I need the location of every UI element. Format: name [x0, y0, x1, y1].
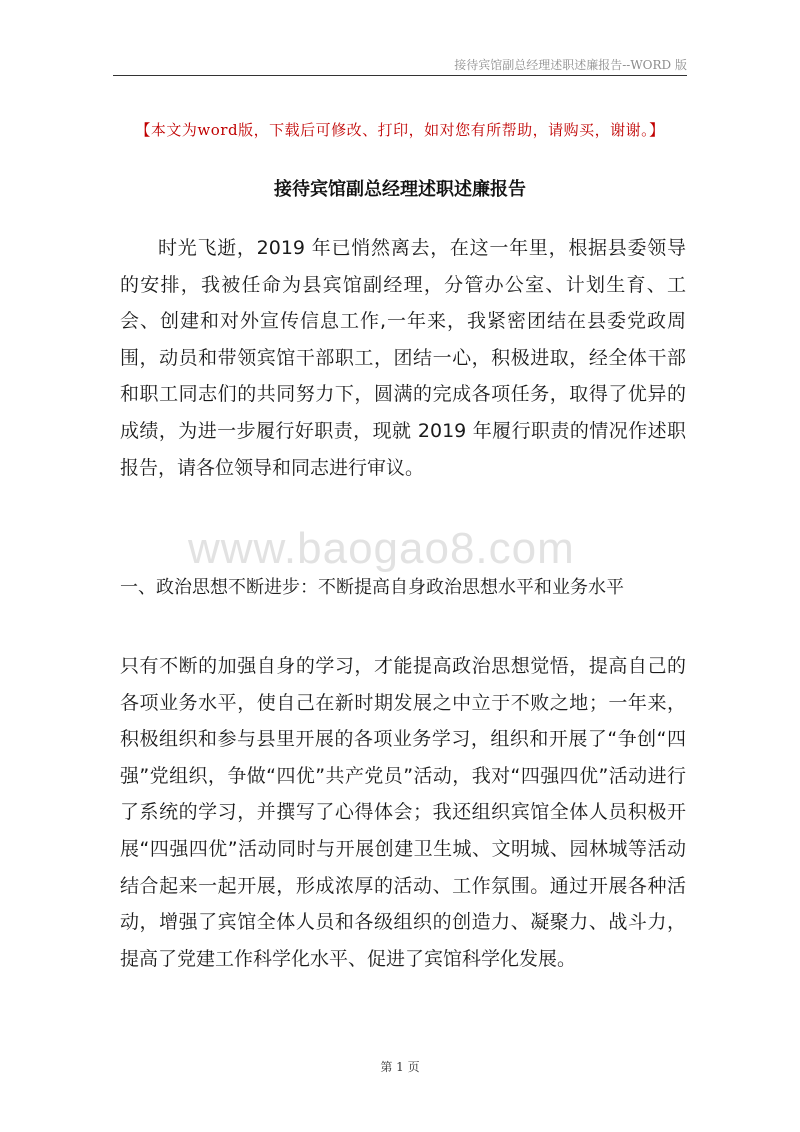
download-notice: 【本文为word版，下载后可修改、打印，如对您有所帮助，请购买，谢谢。】: [135, 121, 665, 139]
document-title: 接待宾馆副总经理述职述廉报告: [274, 179, 526, 200]
section-heading: 一、政治思想不断进步：不断提高自身政治思想水平和业务水平: [120, 577, 624, 598]
section-body-paragraph: 只有不断的加强自身的学习，才能提高政治思想觉悟，提高自己的各项业务水平，使自己在新时期发展之中立于不败之地；一年来，积极组织和参与县里开展的各项业务学习，组织和开展了“争创“四强”党组织，争做“四优”共产党员”活动，我对“四强四优”活动进行了系统的学习，并撰写了心得体会；我还组织宾馆全体人员积极开展“四强四优”活动同时与开展创建卫生城、文明城、园林城等活动结合起来一起开展，形成浓厚的活动、工作氛围。通过开展各种活动，增强了宾馆全体人员和各级组织的创造力、凝聚力、战斗力，提高了党建工作科学化水平、促进了宾馆科学化发展。: [120, 655, 686, 970]
watermark: www.baogao8.com: [188, 524, 575, 573]
running-header: 接待宾馆副总经理述职述廉报告--WORD 版: [454, 58, 687, 72]
page-number: 第 1 页: [380, 1060, 420, 1074]
intro-paragraph: 时光飞逝，2019 年已悄然离去，在这一年里，根据县委领导的安排，我被任命为县宾馆副经理，分管办公室、计划生育、工会、创建和对外宣传信息工作,一年来，我紧密团结在县委党政周围，动员和带领宾馆干部职工，团结一心，积极进取，经全体干部和职工同志们的共同努力下，圆满的完成各项任务，取得了优异的成绩，为进一步履行好职责，现就 2019 年履行职责的情况作述职报告，请各位领导和同志进行审议。: [120, 237, 686, 479]
header-divider: [113, 75, 687, 76]
